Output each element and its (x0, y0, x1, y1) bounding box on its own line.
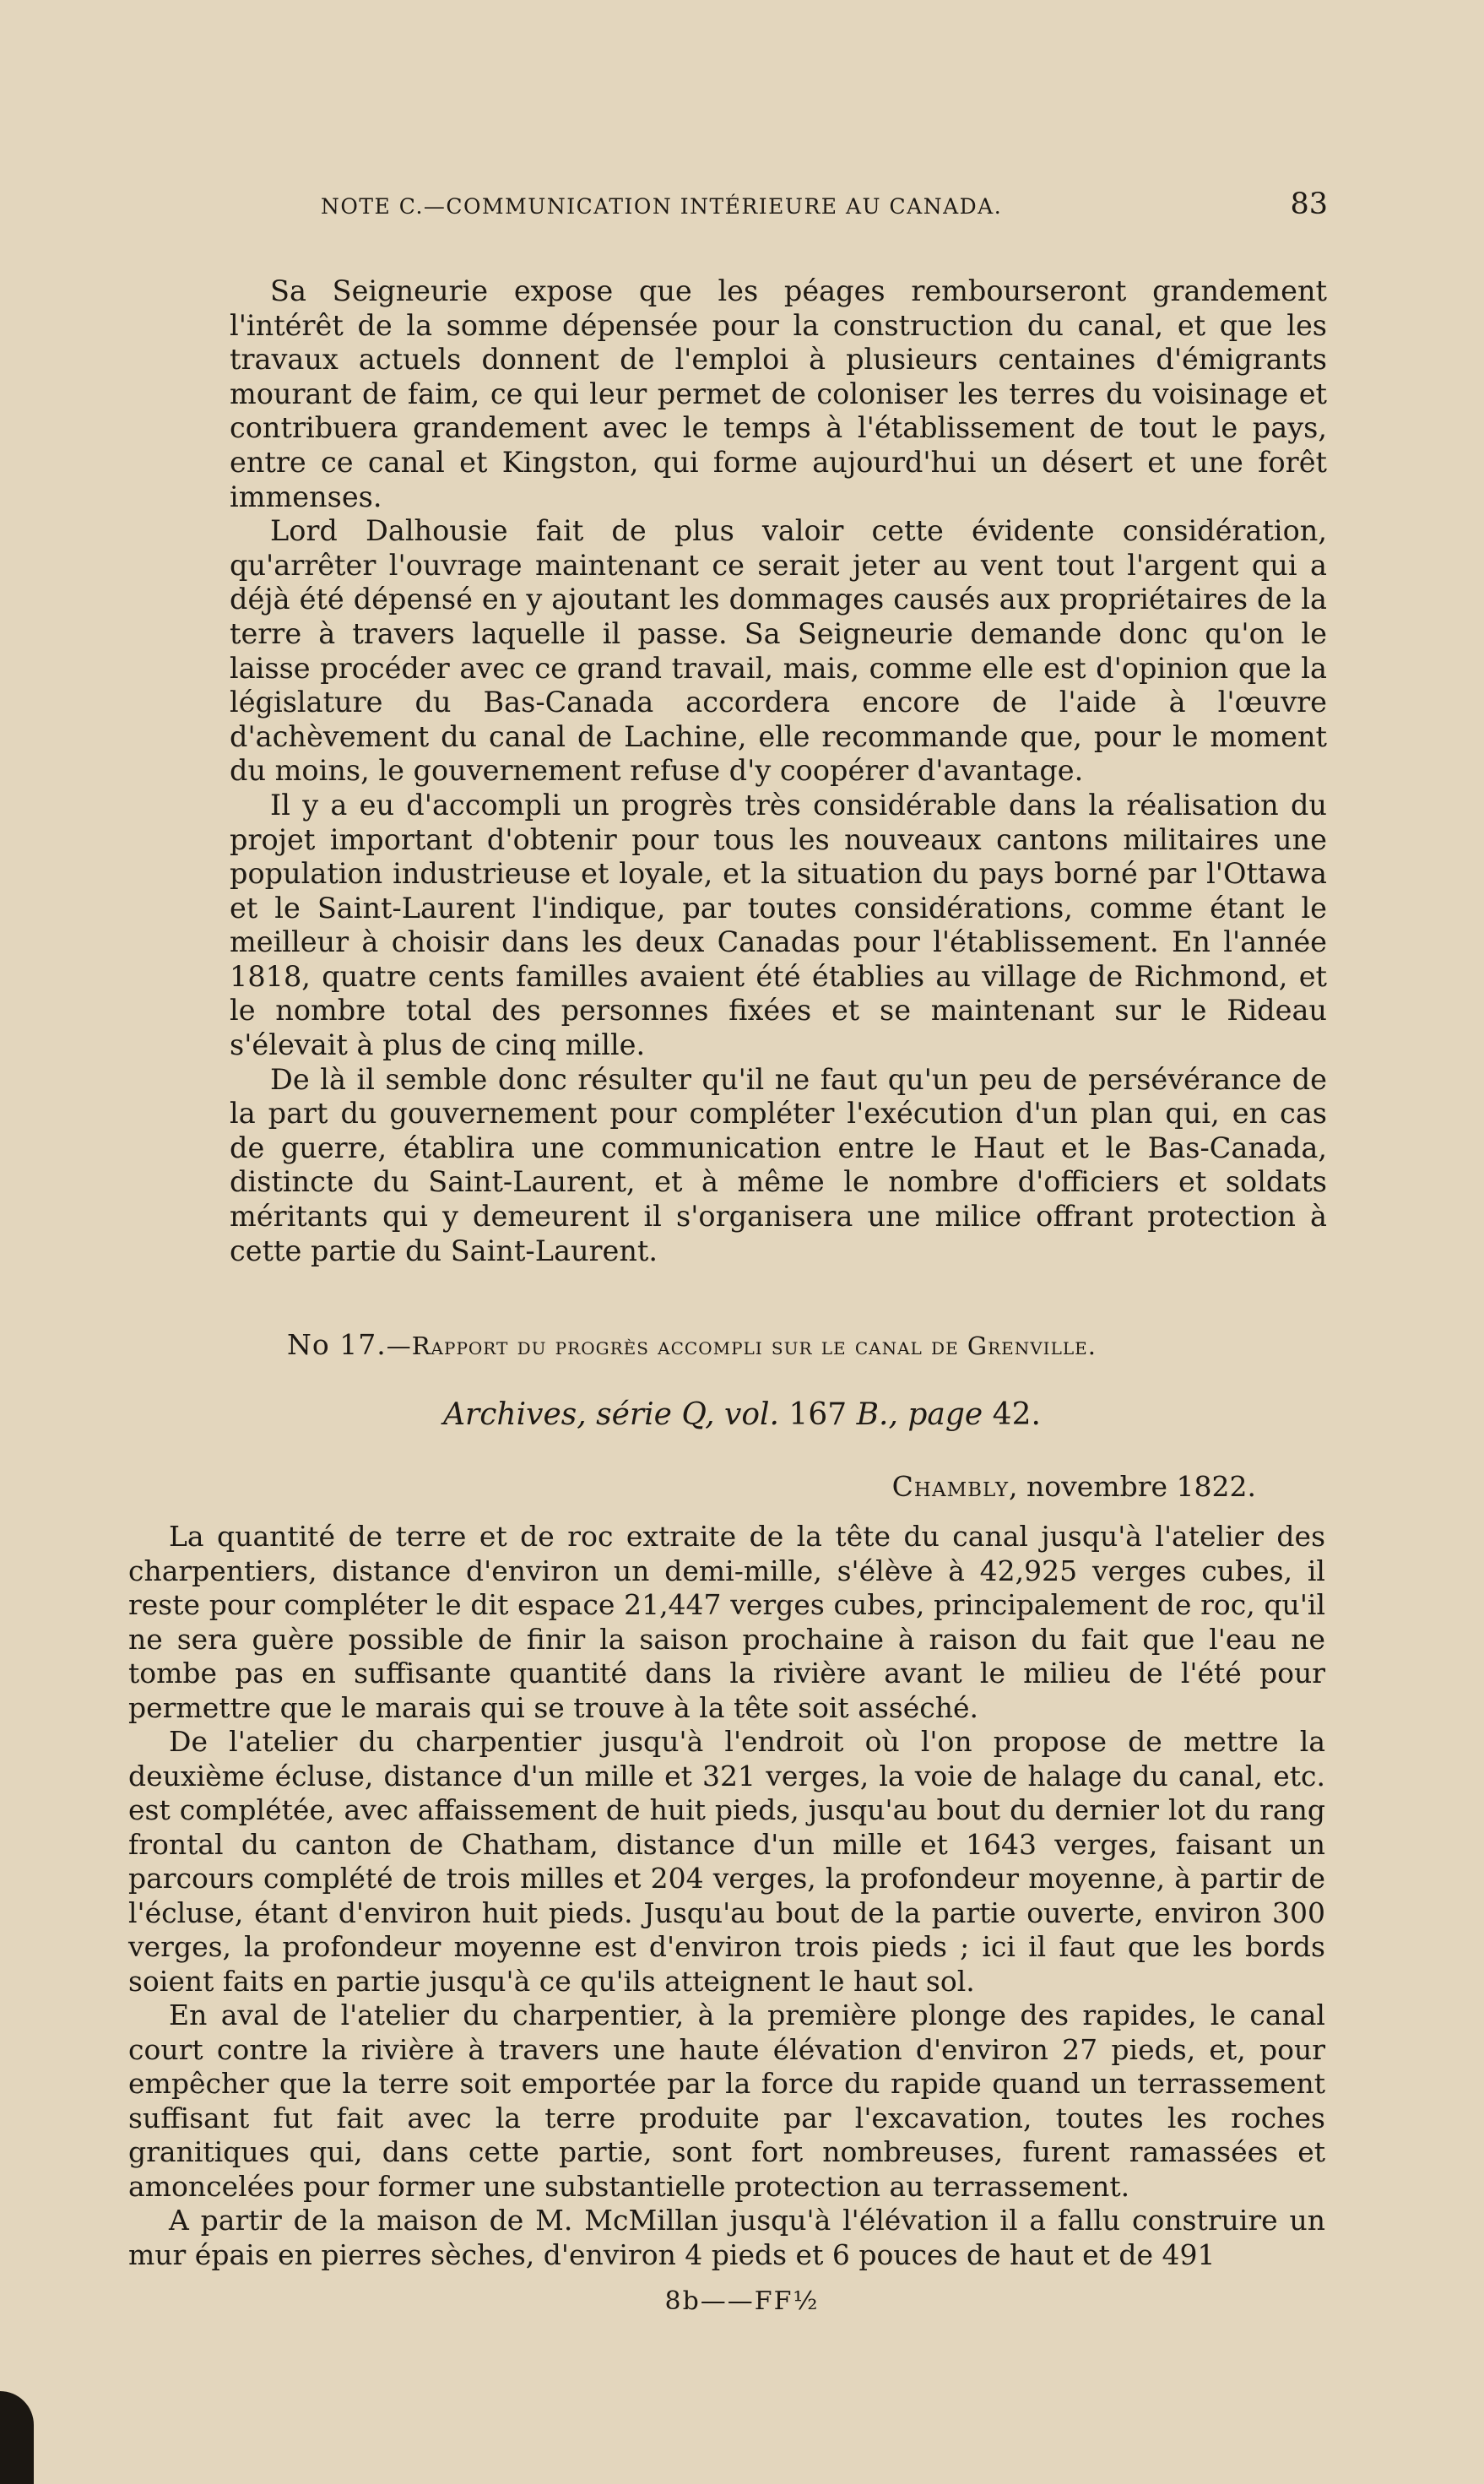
report-text-block (128, 1520, 1325, 2272)
paragraph: La quantité de terre et de roc extraite de la tête du canal jusqu'à l'atelier des charpentiers, distance d'environ un demi-mille, s'élève à 42,925 verges cubes, il reste pour compléter le dit espace 21,447 verges cubes, principalement de roc, qu'il ne sera guère possible de finir la saison prochaine à raison du fait que l'eau ne tombe pas en suffisante quantité dans la rivière avant le milieu de l'été pour permettre que le marais qui se trouve à la tête soit asséché. (128, 1520, 1325, 1724)
archive-page: 42. (983, 1397, 1041, 1432)
paragraph: De là il semble donc résulter qu'il ne faut qu'un peu de persévérance de la part du gouvernement pour compléter l'exécution d'un plan qui, en cas de guerre, établira une communication entre le Haut et le Bas-Canada, distincte du Saint-Laurent, et à même le nombre d'officiers et soldats méritants qui y demeurent il s'organisera une milice offrant protection à cette partie du Saint-Laurent. (230, 1062, 1327, 1267)
paragraph: En aval de l'atelier du charpentier, à la première plonge des rapides, le canal court contre la rivière à travers une haute élévation d'environ 27 pieds, et, pour empêcher que la terre soit emportée par la force du rapide quand un terrassement suffisant fut fait avec la terre produite par l'excavation, toutes les roches granitiques qui, dans cette partie, sont fort nombreuses, furent ramassées et amoncelées pour former une substantielle protection au terrassement. (128, 1999, 1325, 2203)
archive-volume: 167 (778, 1397, 857, 1432)
paragraph: De l'atelier du charpentier jusqu'à l'endroit où l'on propose de mettre la deuxième écluse, distance d'un mille et 321 verges, la voie de halage du canal, etc. est complétée, avec affaissement de huit pieds, jusqu'au bout du dernier lot du rang frontal du canton de Chatham, distance d'un mille et 1643 verges, faisant un parcours complété de trois milles et 204 verges, la profondeur moyenne, à partir de l'écluse, étant d'environ huit pieds. Jusqu'au bout de la partie ouverte, environ 300 verges, la profondeur moyenne est d'environ trois pieds ; ici il faut que les bords soient faits en partie jusqu'à ce qu'ils atteignent le haut sol. (128, 1725, 1325, 1998)
document-title: —Rapport du progrès accompli sur le canal de Grenville. (386, 1331, 1097, 1360)
dateline-date: , novembre 1822. (1009, 1470, 1256, 1503)
archive-series: Archives, série Q, vol. (443, 1397, 779, 1432)
document-heading (287, 1328, 1334, 1361)
paragraph: Lord Dalhousie fait de plus valoir cette évidente considération, qu'arrêter l'ouvrage maintenant ce serait jeter au vent tout l'argent qui a déjà été dépensé en y ajoutant les dommages causés aux propriétaires de la terre à travers laquelle il passe. Sa Seigneurie demande donc qu'on le laisse procéder avec ce grand travail, mais, comme elle est d'opinion que la législature du Bas-Canada accordera encore de l'aide à l'œuvre d'achèvement du canal de Lachine, elle recommande que, pour le moment du moins, le gouvernement refuse d'y coopérer d'avantage. (230, 514, 1327, 788)
top-text-block (230, 274, 1327, 1268)
running-header: NOTE C.—COMMUNICATION INTÉRIEURE AU CANADA. (321, 194, 1003, 219)
dateline-place: Chambly (891, 1470, 1010, 1503)
paragraph: Sa Seigneurie expose que les péages rembourseront grandement l'intérêt de la somme dépensée pour la construction du canal, et que les travaux actuels donnent de l'emploi à plusieurs centaines d'émigrants mourant de faim, ce qui leur permet de coloniser les terres du voisinage et contribuera grandement avec le temps à l'établissement de tout le pays, entre ce canal et Kingston, qui forme aujourd'hui un désert et une forêt immenses. (230, 274, 1327, 513)
paragraph: Il y a eu d'accompli un progrès très considérable dans la réalisation du projet important d'obtenir pour tous les nouveaux cantons militaires une population industrieuse et loyale, et la situation du pays borné par l'Ottawa et le Saint-Laurent l'indique, par toutes considérations, comme étant le meilleur à choisir dans les deux Canadas pour l'établissement. En l'année 1818, quatre cents familles avaient été établies au village de Richmond, et le nombre total des personnes fixées et se maintenant sur le Rideau s'élevait à plus de cinq mille. (230, 788, 1327, 1062)
paragraph: A partir de la maison de M. McMillan jusqu'à l'élévation il a fallu construire un mur épais en pierres sèches, d'environ 4 pieds et 6 pouces de haut et de 491 (128, 2204, 1325, 2271)
dateline (892, 1470, 1256, 1503)
page-number: 83 (1290, 187, 1328, 221)
scan-shadow (0, 2391, 34, 2484)
archive-part: B., page (856, 1397, 983, 1432)
document-number: No 17. (287, 1328, 387, 1361)
archive-source (0, 1397, 1484, 1432)
printer-signature: 8b——FF½ (664, 2286, 820, 2316)
